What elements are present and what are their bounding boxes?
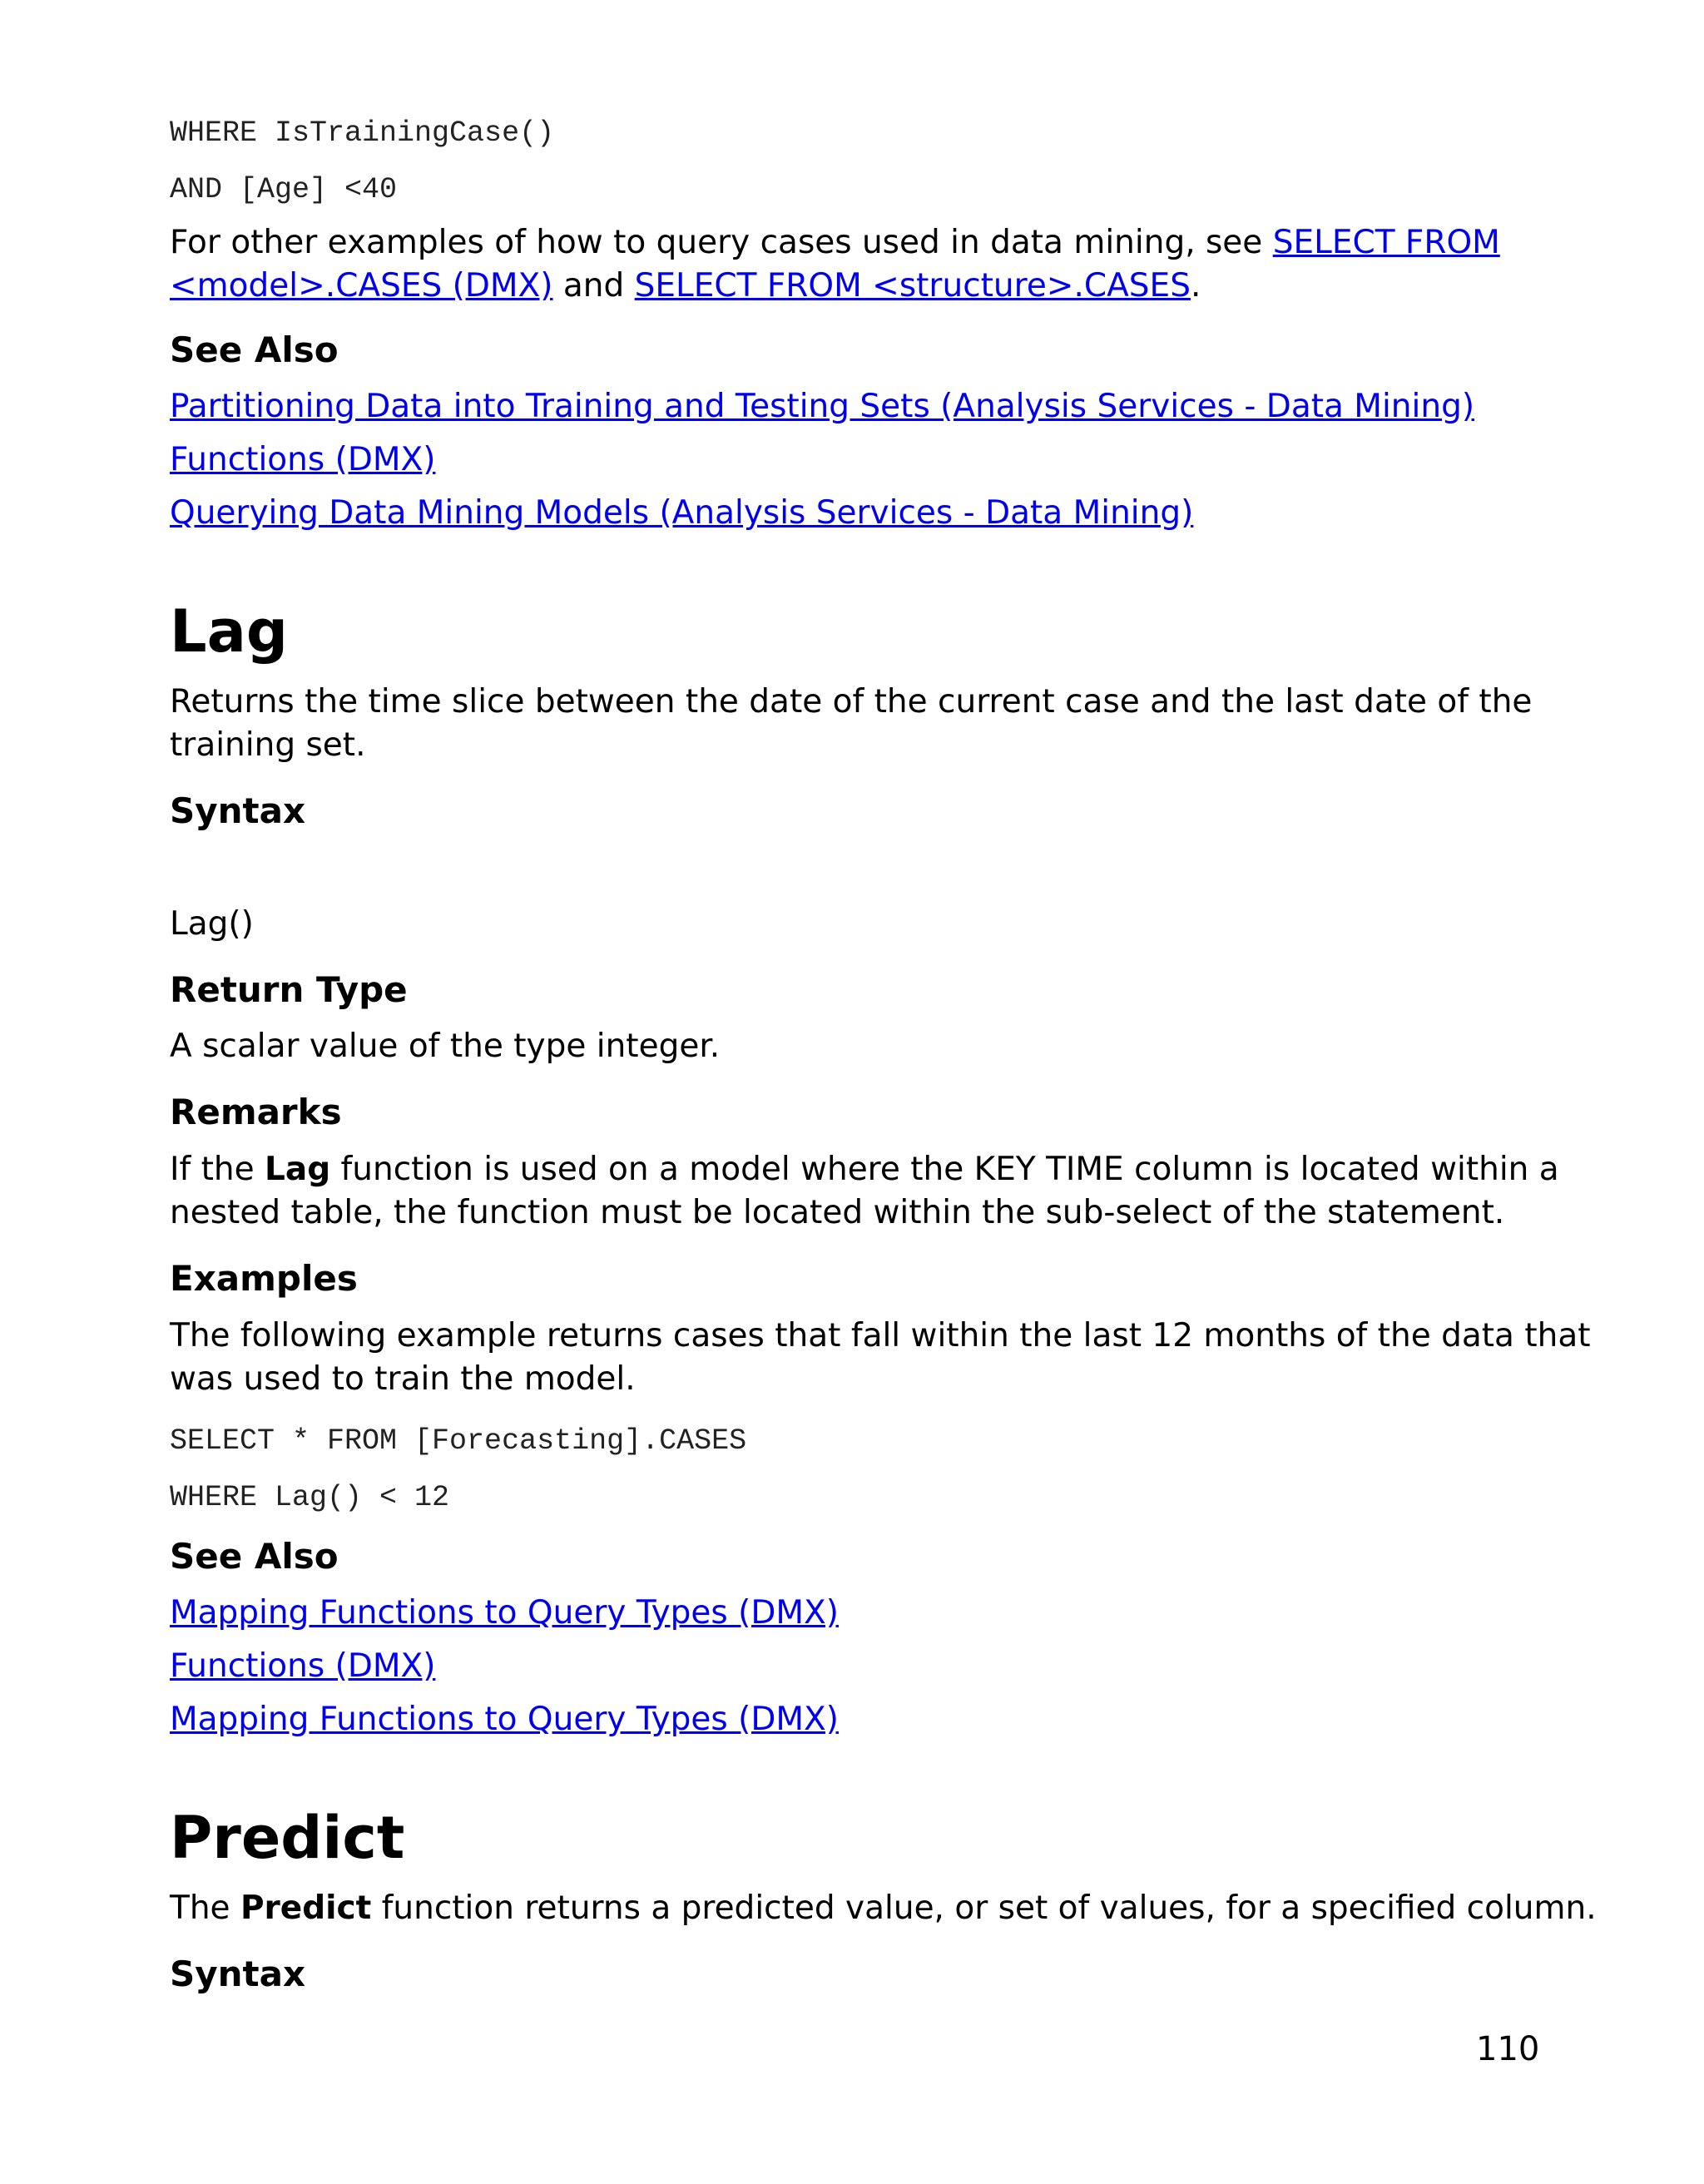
paragraph-line: The Predict function returns a predicted value, or set of values, for a specified column. <box>170 1889 1597 1927</box>
paragraph-line: The following example returns cases that fall within the last 12 months of the data that <box>170 1317 1591 1354</box>
code-line: SELECT * FROM [Forecasting].CASES <box>170 1424 747 1458</box>
code-line: AND [Age] <40 <box>170 173 398 206</box>
syntax-text: Lag() <box>170 905 254 943</box>
paragraph-line: <model>.CASES (DMX) and SELECT FROM <structure>.CASES. <box>170 267 1201 305</box>
see-also-link[interactable]: Mapping Functions to Query Types (DMX) <box>170 1701 839 1738</box>
link-select-from-model-cases-cont[interactable]: <model>.CASES (DMX) <box>170 267 553 305</box>
examples-heading: Examples <box>170 1258 358 1299</box>
see-also-heading: See Also <box>170 1536 339 1577</box>
code-line: WHERE IsTrainingCase() <box>170 116 555 150</box>
syntax-heading: Syntax <box>170 790 306 831</box>
paragraph-line: was used to train the model. <box>170 1360 636 1398</box>
page-number: 110 <box>1476 2030 1540 2068</box>
code-line: WHERE Lag() < 12 <box>170 1481 450 1514</box>
return-type-text: A scalar value of the type integer. <box>170 1028 721 1065</box>
paragraph-line: training set. <box>170 726 366 764</box>
remarks-heading: Remarks <box>170 1092 342 1132</box>
link-select-from-structure-cases[interactable]: SELECT FROM <structure>.CASES <box>634 267 1191 305</box>
paragraph-line: nested table, the function must be located within the sub-select of the statement. <box>170 1194 1505 1231</box>
syntax-heading: Syntax <box>170 1954 306 1994</box>
paragraph-line: Returns the time slice between the date of the current case and the last date of the <box>170 683 1533 721</box>
see-also-link[interactable]: Partitioning Data into Training and Testing Sets (Analysis Services - Data Mining) <box>170 388 1475 425</box>
see-also-link[interactable]: Mapping Functions to Query Types (DMX) <box>170 1594 839 1632</box>
link-select-from-model-cases[interactable]: SELECT FROM <box>1272 224 1500 261</box>
section-title-lag: Lag <box>170 597 288 666</box>
see-also-link[interactable]: Querying Data Mining Models (Analysis Services - Data Mining) <box>170 494 1194 532</box>
see-also-heading: See Also <box>170 329 339 370</box>
paragraph-line: For other examples of how to query cases used in data mining, see SELECT FROM <box>170 224 1500 261</box>
paragraph-line: If the Lag function is used on a model where the KEY TIME column is located within a <box>170 1151 1559 1188</box>
see-also-link[interactable]: Functions (DMX) <box>170 1647 436 1685</box>
section-title-predict: Predict <box>170 1804 405 1872</box>
return-type-heading: Return Type <box>170 969 408 1010</box>
see-also-link[interactable]: Functions (DMX) <box>170 441 436 478</box>
